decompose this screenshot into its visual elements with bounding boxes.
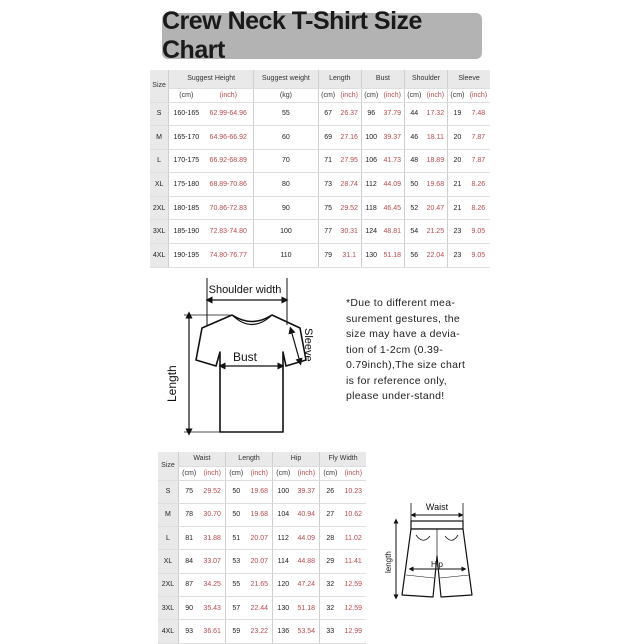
- value-cell: 62.99-64.96: [203, 102, 253, 126]
- value-cell: 22.04: [424, 244, 448, 268]
- value-cell: 36.61: [199, 620, 225, 643]
- size-cell: XL: [150, 173, 169, 197]
- value-cell: 29: [320, 550, 341, 573]
- value-cell: 44: [404, 102, 423, 126]
- value-cell: 44.09: [381, 173, 405, 197]
- column-header: Shoulder: [404, 70, 447, 88]
- value-cell: 21: [448, 196, 467, 220]
- value-cell: 100: [273, 480, 294, 503]
- sleeve-label: Sleeve: [302, 328, 314, 362]
- value-cell: 70.86-72.83: [203, 196, 253, 220]
- value-cell: 40.94: [294, 503, 320, 526]
- value-cell: 114: [273, 550, 294, 573]
- value-cell: 21.65: [246, 573, 272, 596]
- value-cell: 55: [254, 102, 319, 126]
- value-cell: 79: [318, 244, 337, 268]
- value-cell: 118: [361, 196, 380, 220]
- size-cell: M: [150, 126, 169, 150]
- column-header: Suggest weight: [254, 70, 319, 88]
- value-cell: 20.07: [246, 527, 272, 550]
- value-cell: 20: [448, 149, 467, 173]
- value-cell: 12.59: [341, 573, 366, 596]
- measurement-note: *Due to different mea-surement gestures, the size may have a devia-tion of 1-2cm (0.39-0.79inch),The size chart is for reference only, please under-stand!: [346, 297, 466, 402]
- value-cell: 90: [178, 596, 199, 619]
- shorts-length-label: length: [384, 551, 393, 573]
- value-cell: 18.89: [424, 149, 448, 173]
- value-cell: 33.07: [199, 550, 225, 573]
- value-cell: 165-170: [169, 126, 204, 150]
- value-cell: 80: [254, 173, 319, 197]
- value-cell: 30.31: [338, 220, 362, 244]
- size-cell: XL: [158, 550, 178, 573]
- unit-header: (inch): [338, 88, 362, 102]
- value-cell: 87: [178, 573, 199, 596]
- value-cell: 185-190: [169, 220, 204, 244]
- value-cell: 11.02: [341, 527, 366, 550]
- value-cell: 52: [404, 196, 423, 220]
- value-cell: 10.23: [341, 480, 366, 503]
- size-cell: 4XL: [150, 244, 169, 268]
- value-cell: 160-165: [169, 102, 204, 126]
- value-cell: 37.79: [381, 102, 405, 126]
- value-cell: 106: [361, 149, 380, 173]
- value-cell: 130: [361, 244, 380, 268]
- unit-header: (cm): [448, 88, 467, 102]
- value-cell: 21: [448, 173, 467, 197]
- value-cell: 8.26: [467, 196, 490, 220]
- value-cell: 96: [361, 102, 380, 126]
- value-cell: 44.09: [294, 527, 320, 550]
- value-cell: 170-175: [169, 149, 204, 173]
- value-cell: 12.59: [341, 596, 366, 619]
- unit-header: (inch): [341, 466, 366, 480]
- page-title: Crew Neck T-Shirt Size Chart: [162, 7, 422, 64]
- value-cell: 26: [320, 480, 341, 503]
- size-header: Size: [150, 70, 169, 102]
- value-cell: 59: [225, 620, 246, 643]
- value-cell: 112: [273, 527, 294, 550]
- size-cell: L: [158, 527, 178, 550]
- value-cell: 51: [225, 527, 246, 550]
- value-cell: 67: [318, 102, 337, 126]
- column-header: Suggest Height: [169, 70, 254, 88]
- value-cell: 27.95: [338, 149, 362, 173]
- value-cell: 136: [273, 620, 294, 643]
- unit-header: (cm): [225, 466, 246, 480]
- unit-header: (cm): [320, 466, 341, 480]
- shorts-waistband: [411, 521, 463, 529]
- value-cell: 66.92-68.89: [203, 149, 253, 173]
- unit-header: (kg): [254, 88, 319, 102]
- value-cell: 46: [404, 126, 423, 150]
- value-cell: 23: [448, 244, 467, 268]
- value-cell: 19.68: [424, 173, 448, 197]
- size-cell: L: [150, 149, 169, 173]
- value-cell: 100: [361, 126, 380, 150]
- bust-label: Bust: [232, 350, 258, 364]
- value-cell: 48.81: [381, 220, 405, 244]
- unit-header: (cm): [318, 88, 337, 102]
- value-cell: 9.05: [467, 220, 490, 244]
- value-cell: 130: [273, 596, 294, 619]
- size-cell: S: [158, 480, 178, 503]
- unit-header: (inch): [203, 88, 253, 102]
- value-cell: 175-180: [169, 173, 204, 197]
- value-cell: 29.52: [199, 480, 225, 503]
- value-cell: 100: [254, 220, 319, 244]
- column-header: Sleeve: [448, 70, 490, 88]
- size-cell: 3XL: [158, 596, 178, 619]
- unit-header: (inch): [199, 466, 225, 480]
- value-cell: 11.41: [341, 550, 366, 573]
- value-cell: 28: [320, 527, 341, 550]
- length-label: Length: [165, 365, 179, 402]
- value-cell: 28.74: [338, 173, 362, 197]
- value-cell: 7.87: [467, 149, 490, 173]
- value-cell: 56: [404, 244, 423, 268]
- value-cell: 77: [318, 220, 337, 244]
- value-cell: 21.25: [424, 220, 448, 244]
- unit-header: (cm): [169, 88, 204, 102]
- column-header: Bust: [361, 70, 404, 88]
- value-cell: 19.68: [246, 503, 272, 526]
- value-cell: 75: [178, 480, 199, 503]
- value-cell: 41.73: [381, 149, 405, 173]
- value-cell: 30.70: [199, 503, 225, 526]
- size-cell: 4XL: [158, 620, 178, 643]
- value-cell: 78: [178, 503, 199, 526]
- value-cell: 50: [404, 173, 423, 197]
- value-cell: 64.96-66.92: [203, 126, 253, 150]
- value-cell: 120: [273, 573, 294, 596]
- value-cell: 51.18: [381, 244, 405, 268]
- value-cell: 70: [254, 149, 319, 173]
- value-cell: 32: [320, 596, 341, 619]
- value-cell: 75: [318, 196, 337, 220]
- value-cell: 19.68: [246, 480, 272, 503]
- value-cell: 69: [318, 126, 337, 150]
- value-cell: 44.88: [294, 550, 320, 573]
- value-cell: 20: [448, 126, 467, 150]
- unit-header: (cm): [404, 88, 423, 102]
- value-cell: 8.26: [467, 173, 490, 197]
- value-cell: 54: [404, 220, 423, 244]
- value-cell: 27.16: [338, 126, 362, 150]
- value-cell: 81: [178, 527, 199, 550]
- value-cell: 31.88: [199, 527, 225, 550]
- value-cell: 74.80-76.77: [203, 244, 253, 268]
- value-cell: 180-185: [169, 196, 204, 220]
- unit-header: (inch): [424, 88, 448, 102]
- value-cell: 33: [320, 620, 341, 643]
- value-cell: 39.37: [381, 126, 405, 150]
- value-cell: 7.48: [467, 102, 490, 126]
- value-cell: 19: [448, 102, 467, 126]
- value-cell: 47.24: [294, 573, 320, 596]
- value-cell: 10.62: [341, 503, 366, 526]
- column-header: Hip: [273, 452, 320, 466]
- value-cell: 53: [225, 550, 246, 573]
- value-cell: 71: [318, 149, 337, 173]
- hip-label: Hip: [430, 560, 444, 569]
- value-cell: 53.54: [294, 620, 320, 643]
- value-cell: 90: [254, 196, 319, 220]
- value-cell: 73: [318, 173, 337, 197]
- unit-header: (cm): [178, 466, 199, 480]
- size-cell: S: [150, 102, 169, 126]
- value-cell: 39.37: [294, 480, 320, 503]
- value-cell: 35.43: [199, 596, 225, 619]
- unit-header: (inch): [294, 466, 320, 480]
- value-cell: 29.52: [338, 196, 362, 220]
- value-cell: 17.32: [424, 102, 448, 126]
- value-cell: 84: [178, 550, 199, 573]
- value-cell: 12.99: [341, 620, 366, 643]
- shoulder-width-label: Shoulder width: [208, 284, 282, 296]
- value-cell: 20.47: [424, 196, 448, 220]
- value-cell: 68.89-70.86: [203, 173, 253, 197]
- value-cell: 34.25: [199, 573, 225, 596]
- value-cell: 50: [225, 503, 246, 526]
- value-cell: 51.18: [294, 596, 320, 619]
- unit-header: (inch): [246, 466, 272, 480]
- value-cell: 48: [404, 149, 423, 173]
- column-header: Length: [318, 70, 361, 88]
- value-cell: 50: [225, 480, 246, 503]
- value-cell: 20.07: [246, 550, 272, 573]
- value-cell: 190-195: [169, 244, 204, 268]
- value-cell: 23.22: [246, 620, 272, 643]
- value-cell: 26.37: [338, 102, 362, 126]
- value-cell: 18.11: [424, 126, 448, 150]
- value-cell: 22.44: [246, 596, 272, 619]
- value-cell: 112: [361, 173, 380, 197]
- value-cell: 55: [225, 573, 246, 596]
- value-cell: 60: [254, 126, 319, 150]
- unit-header: (cm): [273, 466, 294, 480]
- unit-header: (inch): [381, 88, 405, 102]
- value-cell: 110: [254, 244, 319, 268]
- value-cell: 9.05: [467, 244, 490, 268]
- waist-label: Waist: [425, 502, 449, 512]
- value-cell: 31.1: [338, 244, 362, 268]
- size-cell: 2XL: [158, 573, 178, 596]
- size-header: Size: [158, 452, 178, 480]
- value-cell: 104: [273, 503, 294, 526]
- unit-header: (inch): [467, 88, 490, 102]
- column-header: Length: [225, 452, 272, 466]
- size-cell: M: [158, 503, 178, 526]
- value-cell: 57: [225, 596, 246, 619]
- value-cell: 46.45: [381, 196, 405, 220]
- size-cell: 2XL: [150, 196, 169, 220]
- value-cell: 7.87: [467, 126, 490, 150]
- column-header: Fly Width: [320, 452, 366, 466]
- value-cell: 32: [320, 573, 341, 596]
- size-cell: 3XL: [150, 220, 169, 244]
- value-cell: 124: [361, 220, 380, 244]
- column-header: Waist: [178, 452, 225, 466]
- value-cell: 72.83-74.80: [203, 220, 253, 244]
- unit-header: (cm): [361, 88, 380, 102]
- value-cell: 23: [448, 220, 467, 244]
- value-cell: 93: [178, 620, 199, 643]
- value-cell: 27: [320, 503, 341, 526]
